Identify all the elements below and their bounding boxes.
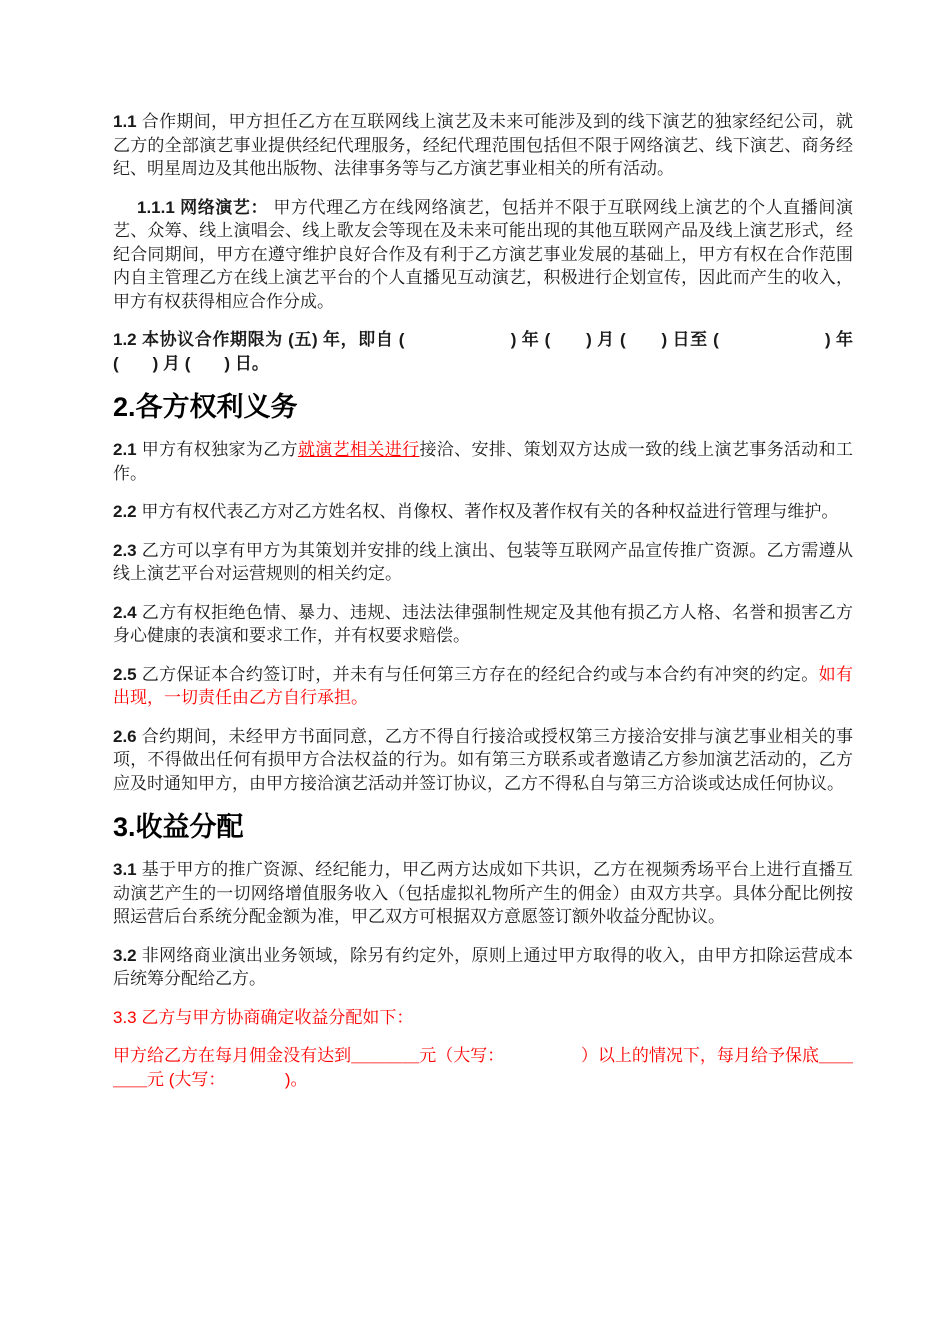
section-heading-rights: 2.各方权利义务 [113,392,298,422]
clause-text: 合约期间，未经甲方书面同意，乙方不得自行接洽或授权第三方接洽安排与演艺事业相关的事项，不得做出任何有损甲方合法权益的行为。如有第三方联系或者邀请乙方参加演艺活动的，乙方应及时通知甲方，由甲方接洽演艺活动并签订协议，乙方不得私自与第三方洽谈或达成任何协议。 [113,726,853,793]
clause-number: 1.1.1 [137,197,175,217]
clause-1-1-1 [113,196,853,314]
clause-number: 2.1 [113,440,137,459]
clause-text: 基于甲方的推广资源、经纪能力，甲乙两方达成如下共识，乙方在视频秀场平台上进行直播互动演艺产生的一切网络增值服务收入（包括虚拟礼物所产生的佣金）由双方共享。具体分配比例按照运营后台系统分配金额为准，甲乙双方可根据双方意愿签订额外收益分配协议。 [113,860,853,926]
clause-2-1 [113,438,853,485]
clause-highlight-red: 如有出现，一切责任由乙方自行承担。 [113,664,853,707]
clause-number: 2.2 [113,502,137,521]
clause-number: 2.5 [113,664,137,684]
clause-text: 接洽、安排、策划双方达成一致的线上演艺事务活动和工作。 [113,440,853,483]
clause-1-2 [113,328,853,375]
clause-2-6 [113,725,853,796]
clause-2-4 [113,601,853,648]
clause-text: 1.2 本协议合作期限为 (五) 年，即自 ( ) 年 ( ) 月 ( ) 日至 ( ) 年 ( ) 月 ( ) 日。 [113,330,853,373]
clause-number: 3.2 [113,945,137,965]
clause-number: 3.1 [113,860,137,879]
contract-body [113,110,853,1106]
clause-number: 2.4 [113,602,137,622]
clause-number: 2.6 [113,726,137,746]
clause-number: 2.3 [113,540,137,560]
clause-text: 合作期间，甲方担任乙方在互联网线上演艺及未来可能涉及到的线下演艺的独家经纪公司，就乙方的全部演艺事业提供经纪代理服务，经纪代理范围包括但不限于网络演艺、线下演艺、商务经纪、明星周边及其他出版物、法律事务等与乙方演艺事业相关的所有活动。 [113,112,853,178]
clause-label: 网络演艺： [174,197,269,217]
clause-2-3 [113,539,853,586]
clause-text: 乙方可以享有甲方为其策划并安排的线上演出、包装等互联网产品宣传推广资源。乙方需遵从线上演艺平台对运营规则的相关约定。 [113,540,853,583]
clause-text: 乙方有权拒绝色情、暴力、违规、违法法律强制性规定及其他有损乙方人格、名誉和损害乙方身心健康的表演和要求工作，并有权要求赔偿。 [113,602,853,645]
clause-text: 甲方代理乙方在线网络演艺，包括并不限于互联网线上演艺的个人直播间演艺、众筹、线上演唱会、线上歌友会等现在及未来可能出现的其他互联网产品及线上演艺形式，经纪合同期间，甲方在遵守维护良好合作及有利于乙方演艺事业发展的基础上，甲方有权在合作范围内自主管理乙方在线上演艺平台的个人直播见互动演艺，积极进行企划宣传，因此而产生的收入，甲方有权获得相应合作分成。 [113,197,853,311]
clause-2-5 [113,663,853,710]
clause-text: 甲方有权独家为乙方 [136,440,298,459]
clause-text: 乙方保证本合约签订时，并未有与任何第三方存在的经纪合约或与本合约有冲突的约定。 [136,664,819,684]
clause-3-2 [113,944,853,991]
clause-3-3-detail: 甲方给乙方在每月佣金没有达到＿＿＿＿元（大写： ）以上的情况下，每月给予保底＿＿＿＿元 (大写： )。 [113,1046,853,1089]
clause-1-1 [113,110,853,181]
clause-3-1 [113,858,853,929]
clause-highlight-red-underline: 就演艺相关进行 [297,440,420,459]
clause-number: 1.1 [113,112,137,131]
clause-text: 非网络商业演出业务领域，除另有约定外，原则上通过甲方取得的收入，由甲方扣除运营成本后统筹分配给乙方。 [113,945,853,988]
section-heading-revenue: 3.收益分配 [113,812,244,842]
clause-2-2 [113,500,853,524]
clause-text: 甲方有权代表乙方对乙方姓名权、肖像权、著作权及著作权有关的各种权益进行管理与维护。 [136,502,839,521]
clause-3-3: 3.3 乙方与甲方协商确定收益分配如下： [113,1007,414,1027]
